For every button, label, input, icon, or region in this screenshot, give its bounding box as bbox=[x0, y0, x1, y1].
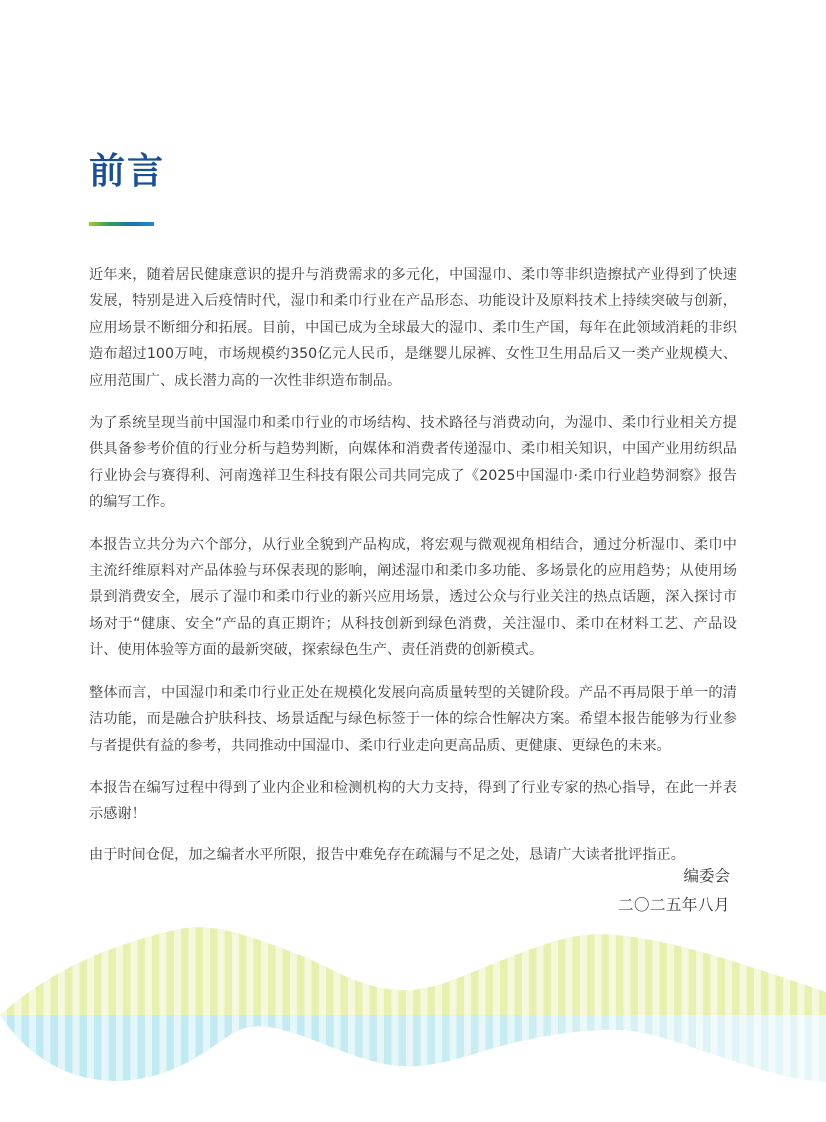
paragraph-6: 由于时间仓促，加之编者水平所限，报告中难免存在疏漏与不足之处，恳请广大读者批评指正。 bbox=[89, 846, 685, 863]
signature-author: 编委会 bbox=[683, 867, 730, 885]
paragraph-2: 为了系统呈现当前中国湿巾和柔巾行业的市场结构、技术路径与消费动向，为湿巾、柔巾行业相关方提供具备参考价值的行业分析与趋势判断，向媒体和消费者传递湿巾、柔巾相关知识，中国产业用纺织品行业协会与赛得利、河南逸祥卫生科技有限公司共同完成了《2025中国湿巾·柔巾行业趋势洞察》报告的编写工作。 bbox=[89, 415, 737, 511]
paragraph-4: 整体而言，中国湿巾和柔巾行业正处在规模化发展向高质量转型的关键阶段。产品不再局限于单一的清洁功能，而是融合护肤科技、场景适配与绿色标签于一体的综合性解决方案。希望本报告能够为行业参与者提供有益的参考，共同推动中国湿巾、柔巾行业走向更高品质、更健康、更绿色的未来。 bbox=[89, 684, 737, 754]
paragraph-1: 近年来，随着居民健康意识的提升与消费需求的多元化，中国湿巾、柔巾等非织造擦拭产业得到了快速发展，特别是进入后疫情时代，湿巾和柔巾行业在产品形态、功能设计及原料技术上持续突破与创新，应用场景不断细分和拓展。目前，中国已成为全球最大的湿巾、柔巾生产国，每年在此领域消耗的非织造布超过100万吨，市场规模约350亿元人民币，是继婴儿尿裤、女性卫生用品后又一类产业规模大、应用范围广、成长潜力高的一次性非织造布制品。 bbox=[89, 267, 737, 389]
paragraph-3: 本报告立共分为六个部分，从行业全貌到产品构成，将宏观与微观视角相结合，通过分析湿巾、柔巾中主流纤维原料对产品体验与环保表现的影响，阐述湿巾和柔巾多功能、多场景化的应用趋势；从使用场景到消费安全，展示了湿巾和柔巾行业的新兴应用场景，透过公众与行业关注的热点话题，深入探讨市场对于“健康、安全”产品的真正期许；从科技创新到绿色消费，关注湿巾、柔巾在材料工艺、产品设计、使用体验等方面的最新突破，探索绿色生产、责任消费的创新模式。 bbox=[89, 536, 737, 659]
wave-top-band bbox=[0, 910, 826, 1015]
page-title: 前言 bbox=[89, 151, 166, 192]
signature-date: 二〇二五年八月 bbox=[617, 896, 730, 914]
preface-body bbox=[89, 262, 737, 884]
wave-stripes-decoration-icon bbox=[0, 910, 826, 1122]
paragraph-5: 本报告在编写过程中得到了业内企业和检测机构的大力支持，得到了行业专家的热心指导，在此一并表示感谢！ bbox=[89, 779, 737, 823]
title-underline-gradient bbox=[89, 222, 154, 226]
wave-bottom-band bbox=[0, 1015, 826, 1122]
